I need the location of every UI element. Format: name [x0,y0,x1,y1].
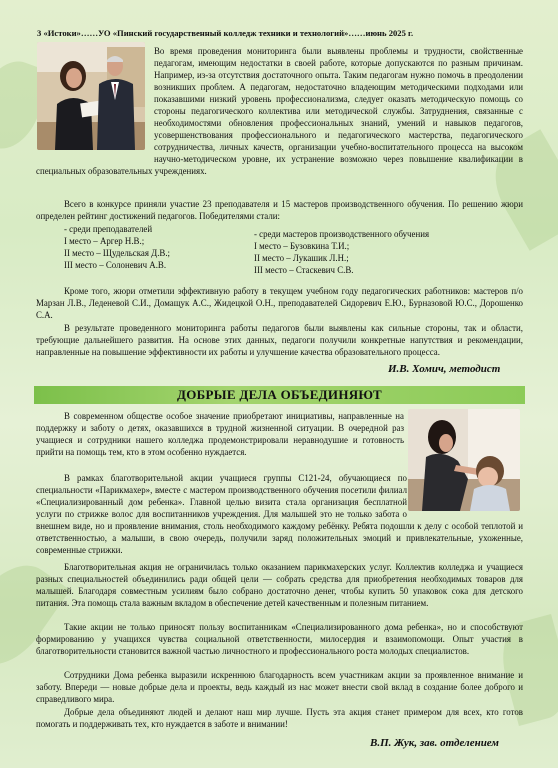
section1-signature: И.В. Хомич, методист [388,363,501,375]
teachers-winners-list [64,223,170,271]
winners-left-2: II место – Щудельская Д.В.; [64,248,171,258]
section2-paragraph-3 [36,561,523,609]
winners-left-1: I место – Аргер Н.В.; [64,236,145,246]
gratitude-text: Сотрудники Дома ребенка выразили искреннюю благодарность всем участникам акции за проявленное внимание и заботу. Впереди — новые добрые дела и проекты, ведь каждый из нас может внести свой вклад в создание более доброго и справедливого мира. [36,670,523,704]
initiatives-text: В современном обществе особое значение приобретают инициативы, направленные на поддержку и заботу о детях, оказавшихся в трудной жизненной ситуации. В очередной раз учащиеся и сотрудники нашего колледжа продемонстрировали неравнодушие и готовность прийти на помощь тем, кто в этом особенно нуждается. [36,411,404,457]
section2-paragraph-6 [36,706,523,730]
section1-paragraph-2 [36,198,523,222]
closing-text: Добрые дела объединяют людей и делают наш мир лучше. Пусть эта акция станет примером для всех, кто готов помогать и поддерживать тех, кто нуждается в заботе и внимании! [36,707,523,729]
section2-paragraph-1 [36,410,404,458]
social-responsibility-text: Такие акции не только приносят пользу воспитанникам «Специализированного дома ребенка», но и способствуют формированию у учащихся чувства социальной ответственности, милосердия и взаимопомощи. Опыт участия в благотворительности становится важной частью личностного и профессионального роста молодых специалистов. [36,622,523,656]
winners-right-2: II место – Лукашик Л.Н.; [254,253,349,263]
section2-signature: В.П. Жук, зав. отделением [370,737,499,749]
section2-paragraph-5 [36,669,523,705]
masters-winners-list [254,228,429,276]
winners-right-heading: - среди мастеров производственного обучения [254,229,430,239]
section1-paragraph-3 [36,285,523,321]
section2-paragraph-2 [36,472,523,556]
section1-intro-paragraph [36,45,523,177]
contest-results-text: Всего в конкурсе приняли участие 23 преподавателя и 15 мастеров производственного обучения. По решению жюри определен рейтинг достижений педагогов. Победителями стали: [36,199,523,221]
winners-left-heading: - среди преподавателей [64,224,153,234]
section1-intro-text: Во время проведения мониторинга были выявлены проблемы и трудности, свойственные педагогам, имеющим недостатки в своей работе, которые допускаются по разным причинам. Например, из-за отсутствия достаточного опыта. Таким педагогам нужно помочь в преодолении возникших проблем. А педагогам, недостаточно владеющим методическими подходами или показавшими низкий уровень профессионализма, следует оказать методическую помощь со стороны педагогического коллектива или методической службы. Затруднения, связанные с необходимостями обновления профессиональных знаний, умений и навыков педагогов, усовершенствования профессионального и педагогического мастерства, педагогического сотрудничества, личных качеств, организации учебно-воспитательного процесса на высоком научно-методическом уровне, их устранение возможно через повышение квалификации в специальных образовательных учреждениях. [36,46,523,176]
charity-haircut-text: В рамках благотворительной акции учащиеся группы С121-24, обучающиеся по специальности «Парикмахер», вместе с мастером производственного обучения посетили филиал «Специализированный дом ребенка». Главной целью визита стала организация бесплатной услуги по стрижке волос для воспитанников учреждения. Для малышей это не только забота о внешнем виде, но и проявление внимания, столь необходимого каждому ребёнку. Ребята подошли к делу с особой теплотой и ответственностью, а малыши, в свою очередь, получили заряд положительных эмоций и привлекательные, ухоженные, современные стрижки. [36,473,523,555]
monitoring-results-text: В результате проведенного мониторинга работы педагогов были выявлены как сильные стороны, так и области, требующие дальнейшего развития. На основе этих данных, педагоги получили конкретные напутствия и рекомендации, направленные на повышение эффективности их работы и улучшение качества образовательного процесса. [36,323,523,357]
recognized-staff-text: Кроме того, жюри отметили эффективную работу в текущем учебном году педагогических работников: мастеров п/о Марзан Л.В., Леденевой С.И., Домащук А.С., Жидецкой О.Н., преподавателей Сидоревич Е.Ю., Бурназовой Ю.С., Дорошенко С.А. [36,286,523,320]
section1-paragraph-4 [36,322,523,358]
newspaper-header: 3 «Истоки»……УО «Пинский государственный колледж техники и технологий»……июнь 2025 г. [37,28,414,38]
fundraising-text: Благотворительная акция не ограничилась только оказанием парикмахерских услуг. Коллектив колледжа и учащиеся разных специальностей объединились ради общей цели — собрать средства для приобретения необходимых товаров для малышей. Благодаря совместным усилиям было собрано достаточно денег, чтобы купить 50 упаковок сока для детского питания. Эта помощь стала важным вкладом в обеспечение детей качественным и полезным питанием. [36,562,523,608]
section2-title-banner: ДОБРЫЕ ДЕЛА ОБЪЕДИНЯЮТ [34,386,525,404]
winners-right-1: I место – Бузовкина Т.И.; [254,241,350,251]
winners-left-3: III место – Солоневич А.В. [64,260,167,270]
section2-paragraph-4 [36,621,523,657]
winners-right-3: III место – Стаскевич С.В. [254,265,354,275]
